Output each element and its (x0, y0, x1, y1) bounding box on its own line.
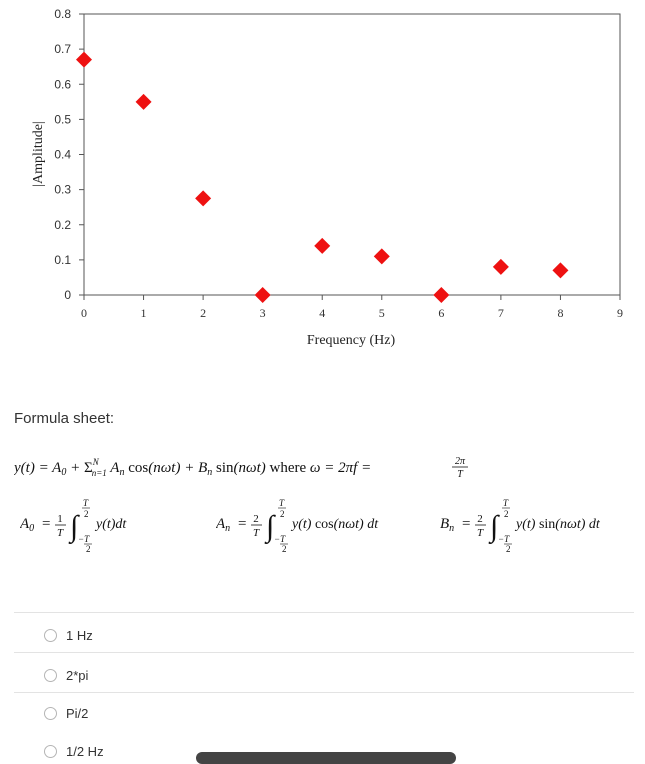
svg-text:∫: ∫ (70, 510, 79, 543)
svg-text:2: 2 (504, 509, 509, 519)
svg-text:2π: 2π (454, 456, 466, 467)
answer-option-pi-half[interactable] (44, 706, 88, 721)
an-formula (216, 492, 426, 552)
option-label: 1 Hz (66, 628, 93, 643)
svg-text:An: $A_n$ (216, 516, 231, 534)
radio-button[interactable] (44, 669, 57, 682)
y-tick-label: 0.6 (54, 77, 71, 92)
svg-text:−T: −T (274, 534, 286, 544)
divider (14, 612, 634, 613)
answer-option-2pi[interactable] (44, 668, 88, 683)
svg-text:y(t) sin(nωt) dt: y(t) sin(nωt) dt (516, 517, 600, 532)
svg-text:=: = (238, 516, 247, 532)
svg-text:y(t)dt: y(t)dt (96, 517, 127, 532)
bn-formula (440, 492, 640, 552)
radio-button[interactable] (44, 707, 57, 720)
y-tick-label: 0.7 (54, 42, 71, 57)
data-point-diamond (136, 94, 152, 110)
formula-sheet-label: Formula sheet: (14, 410, 115, 427)
floating-toolbar[interactable] (196, 752, 456, 764)
divider (14, 692, 634, 693)
x-tick-label: 7 (497, 306, 504, 320)
y-tick-label: 0 (64, 288, 71, 302)
radio-button[interactable] (44, 629, 57, 642)
svg-text:T: T (503, 498, 509, 508)
svg-text:T: T (476, 527, 484, 539)
svg-text:∫: ∫ (266, 510, 275, 543)
data-point-diamond (374, 248, 390, 264)
data-point-diamond (493, 259, 509, 275)
y-tick-label: 0.3 (54, 182, 71, 197)
svg-text:Bn: $B_n$ (440, 516, 455, 534)
svg-text:=: = (462, 516, 471, 532)
x-tick-label: 0 (81, 306, 87, 320)
svg-text:−T: −T (78, 534, 90, 544)
svg-text:2: 2 (282, 544, 287, 552)
svg-text:T: T (252, 527, 260, 539)
plot-frame (84, 14, 620, 295)
option-label: Pi/2 (66, 706, 89, 721)
divider (14, 652, 634, 653)
data-point-diamond (552, 262, 568, 278)
svg-text:1: 1 (57, 513, 63, 525)
y-axis-label: |Amplitude| (31, 121, 46, 187)
svg-text:T: T (83, 498, 89, 508)
y-tick-label: 0.2 (54, 217, 71, 232)
data-point-diamond (314, 238, 330, 254)
svg-text:=: = (42, 516, 51, 532)
svg-text:2: 2 (86, 544, 91, 552)
option-label: 2*pi (66, 668, 89, 683)
x-tick-label: 9 (617, 306, 623, 320)
answer-option-1hz[interactable] (44, 628, 93, 643)
x-tick-label: 1 (140, 306, 147, 320)
svg-text:−T: −T (498, 534, 510, 544)
y-tick-label: 0.8 (54, 7, 71, 21)
svg-text:T: T (279, 498, 285, 508)
svg-text:2: 2 (253, 513, 259, 525)
answer-option-half-hz[interactable] (44, 744, 104, 759)
x-tick-label: 4 (319, 306, 326, 320)
data-point-diamond (255, 287, 271, 303)
x-tick-label: 3 (259, 306, 266, 320)
data-point-diamond (195, 190, 211, 206)
svg-text:T: T (457, 469, 463, 480)
option-label: 1/2 Hz (66, 744, 104, 759)
svg-text:∫: ∫ (490, 510, 499, 543)
x-axis-label: Frequency (Hz) (306, 333, 396, 348)
svg-text:T: T (56, 527, 64, 539)
y-tick-label: 0.4 (54, 147, 71, 162)
data-point-diamond (433, 287, 449, 303)
x-tick-label: 2 (200, 306, 207, 320)
radio-button[interactable] (44, 745, 57, 758)
svg-text:2: 2 (84, 509, 89, 519)
fourier-series-formula (14, 452, 484, 480)
x-tick-label: 5 (378, 306, 385, 320)
y-tick-label: 0.5 (54, 112, 71, 127)
svg-text:2: 2 (477, 513, 483, 525)
svg-text:A0: $A_0$ (20, 516, 35, 534)
y-tick-label: 0.1 (54, 252, 71, 267)
svg-text:y(t) = A0 + ΣNn=1 An cos(nωt): $y(t) = A_0 + \Sigma^N$ n=1 $A_n$ $\cos(n\omega t) + B_n$ sin(nωt) where ω = 2πf = (14, 457, 372, 478)
svg-text:2: 2 (280, 509, 285, 519)
svg-text:y(t) cos(nωt) dt: y(t) cos(nωt) dt (292, 517, 379, 532)
svg-text:2: 2 (506, 544, 511, 552)
data-point-diamond (76, 52, 92, 68)
x-tick-label: 8 (557, 306, 564, 320)
x-tick-label: 6 (438, 306, 445, 320)
a0-formula (20, 492, 180, 552)
